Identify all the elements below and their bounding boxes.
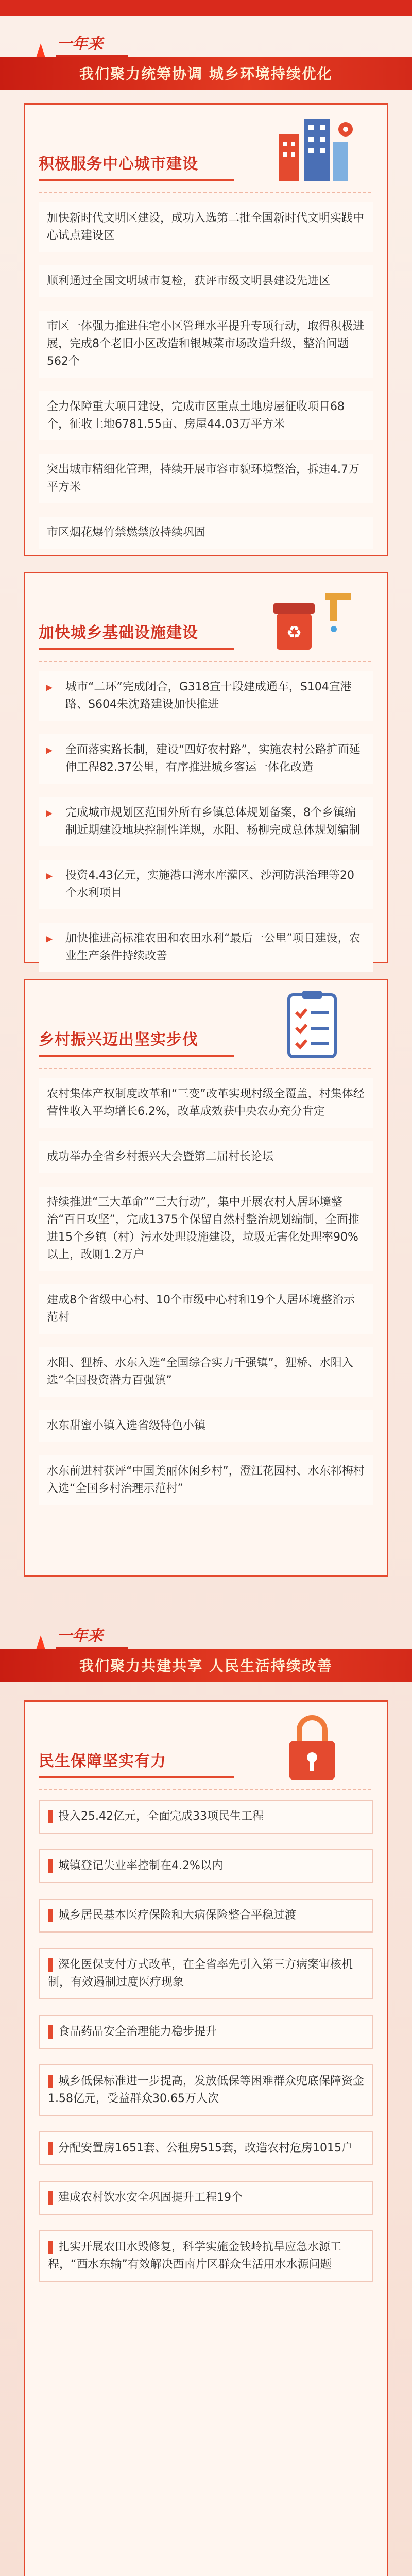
svg-text:♻: ♻: [286, 622, 302, 643]
list-item: 持续推进“三大革命”“三大行动”，集中开展农村人居环境整治“百日攻坚”，完成1375个保留自然村整治规划编制，全面推进15个乡镇（村）污水处理设施建设，垃圾无害化处理率90%以上，改厕1.2万户: [39, 1187, 373, 1271]
item-text: 深化医保支付方式改革，在全省率先引入第三方病案审核机制，有效遏制过度医疗现象: [48, 1958, 353, 1989]
list-item: ▸ 投资4.43亿元，实施港口湾水库灌区、沙河防洪治理等20个水利项目: [39, 860, 373, 909]
card-header: [25, 980, 387, 1068]
list-item: 水阳、狸桥、水东入选“全国综合实力千强镇”，狸桥、水阳入选“全国投资潜力百强镇”: [39, 1347, 373, 1397]
top-color-bar: [0, 0, 412, 16]
padlock-icon: [268, 1711, 356, 1783]
bullet-marker: [48, 2191, 53, 2205]
dotted-divider: [39, 1068, 373, 1069]
list-item: [39, 1800, 373, 1834]
dotted-divider: [39, 661, 373, 662]
list-item: [39, 2064, 373, 2116]
list-item: 市区一体强力推进住宅小区管理水平提升专项行动，取得积极进展，完成8个老旧小区改造和银城菜市场改造升级，整治问题562个: [39, 311, 373, 378]
list-item: [39, 2131, 373, 2165]
list-item: [39, 2230, 373, 2282]
bullet-marker: [48, 1859, 53, 1873]
item-text: 城乡居民基本医疗保险和大病保险整合平稳过渡: [58, 1909, 297, 1922]
list-item: ▸ 全面落实路长制，建设“四好农村路”，实施农村公路扩面延伸工程82.37公里，有序推进城乡客运一体化改造: [39, 734, 373, 784]
bullet-marker: [48, 2241, 53, 2254]
item-text: 投入25.42亿元，全面完成33项民生工程: [58, 1810, 264, 1823]
card-title: 加快城乡基础设施建设: [39, 620, 198, 642]
card-header: [25, 573, 387, 661]
list-item: 顺利通过全国文明城市复检，获评市级文明县建设先进区: [39, 265, 373, 297]
card-title: 民生保障坚实有力: [39, 1748, 166, 1771]
list-item: 成功举办全省乡村振兴大会暨第二届村长论坛: [39, 1141, 373, 1173]
list-item: [39, 2015, 373, 2049]
list-item: ▸ 完成城市规划区范围外所有乡镇总体规划备案，8个乡镇编制近期建设地块控制性详规，水阳、杨柳完成总体规划编制: [39, 797, 373, 846]
list-item: 突出城市精细化管理，持续开展市容市貌环境整治，拆违4.7万平方米: [39, 454, 373, 503]
checklist-icon: [268, 990, 356, 1062]
city-buildings-icon: [268, 114, 356, 186]
banner-subtitle: 我们聚力共建共享 人民生活持续改善: [0, 1649, 412, 1682]
section-banner-1: [0, 21, 412, 103]
item-text: 建成农村饮水安全巩固提升工程19个: [58, 2191, 243, 2204]
card-rural: [24, 979, 388, 1577]
list-item: 农村集体产权制度改革和“三变”改革实现村级全覆盖，村集体经营性收入平均增长6.2%，改革成效获中央农办充分肯定: [39, 1078, 373, 1128]
list-item: [39, 2181, 373, 2215]
banner-subtitle: 我们聚力统筹协调 城乡环境持续优化: [0, 57, 412, 90]
dotted-divider: [39, 192, 373, 193]
list-item: 加快新时代文明区建设，成功入选第二批全国新时代文明实践中心试点建设区: [39, 202, 373, 252]
bullet-marker: [48, 1958, 53, 1972]
dotted-divider: [39, 1789, 373, 1790]
list-item: ▸ 城市“二环”完成闭合，G318宣十段建成通车，S104宣港路、S604朱沈路建设加快推进: [39, 671, 373, 721]
item-text: 食品药品安全治理能力稳步提升: [58, 2025, 217, 2038]
card-city: [24, 103, 388, 556]
item-text: 扎实开展农田水毁修复，科学实施金钱岭抗旱应急水源工程，“西水东输”有效解决西南片区群众生活用水水源问题: [48, 2241, 342, 2271]
banner-year: 一年来: [57, 31, 103, 54]
list-item: 市区烟花爆竹禁燃禁放持续巩固: [39, 517, 373, 549]
card-infrastructure: [24, 572, 388, 963]
item-text: 城乡低保标准进一步提高，发放低保等困难群众兜底保障资金1.58亿元，受益群众30.65万人次: [48, 2075, 365, 2105]
bullet-marker: [48, 2142, 53, 2155]
item-text: 城镇登记失业率控制在4.2%以内: [58, 1859, 223, 1872]
card-header: [25, 105, 387, 192]
list-item: 建成8个省级中心村、10个市级中心村和19个人居环境整治示范村: [39, 1284, 373, 1334]
bullet-marker: [48, 2075, 53, 2088]
recycle-bin-faucet-icon: [268, 583, 356, 655]
list-item: ▸ 加快推进高标准农田和农田水利“最后一公里”项目建设，农业生产条件持续改善: [39, 923, 373, 972]
list-item: [39, 1849, 373, 1883]
item-text: 分配安置房1651套、公租房515套，改造农村危房1015户: [58, 2142, 353, 2155]
list-item: 水东前进村获评“中国美丽休闲乡村”，澄江花园村、水东祁梅村入选“全国乡村治理示范村”: [39, 1455, 373, 1505]
list-item: 水东甜蜜小镇入选省级特色小镇: [39, 1410, 373, 1442]
card-header: [25, 1702, 387, 1789]
bullet-marker: [48, 2025, 53, 2039]
card-title: 积极服务中心城市建设: [39, 151, 198, 174]
list-item: 全力保障重大项目建设，完成市区重点土地房屋征收项目68个，征收土地6781.55亩、房屋44.03万平方米: [39, 391, 373, 440]
card-welfare: [24, 1700, 388, 2576]
list-item: [39, 1948, 373, 1999]
list-item: [39, 1899, 373, 1933]
bullet-marker: [48, 1909, 53, 1922]
banner-year: 一年来: [57, 1623, 103, 1646]
card-title: 乡村振兴迈出坚实步伐: [39, 1027, 198, 1049]
section-banner-2: [0, 1613, 412, 1695]
bullet-marker: [48, 1810, 53, 1823]
